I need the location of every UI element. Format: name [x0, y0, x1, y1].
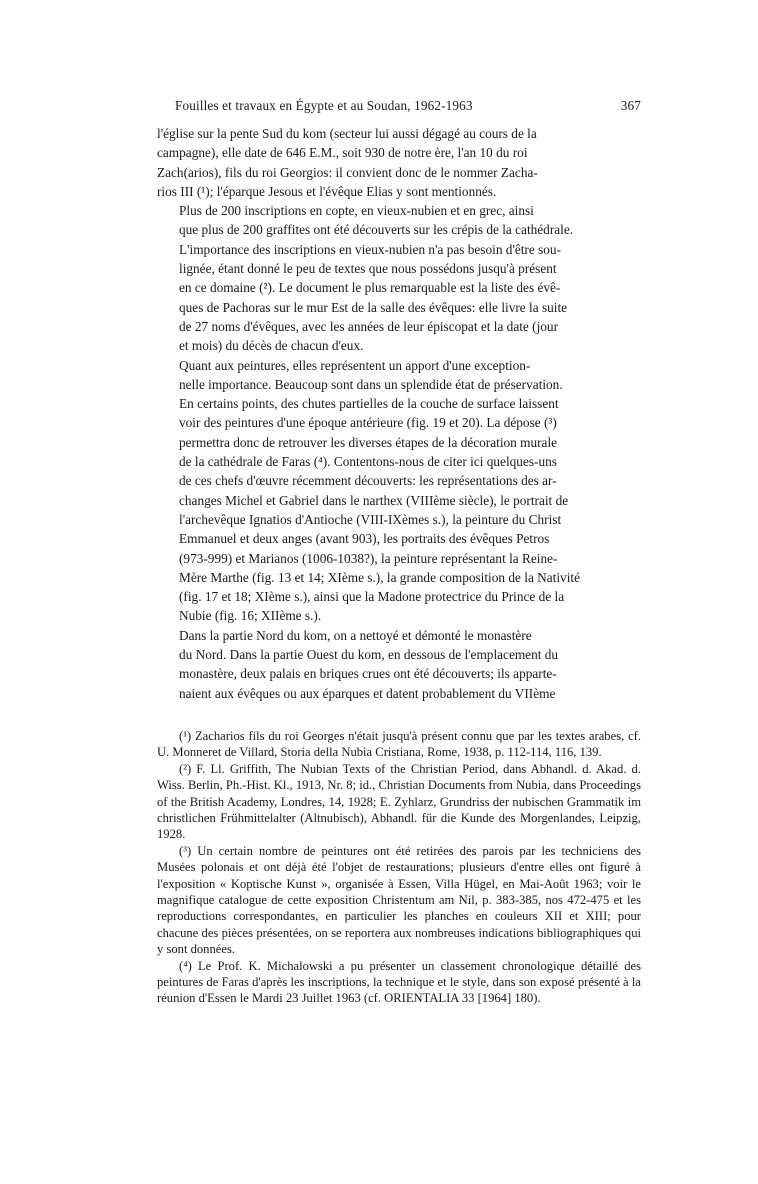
text-line: (973-999) et Marianos (1006-1038?), la peinture représentant la Reine- — [179, 550, 558, 566]
text-line: du Nord. Dans la partie Ouest du kom, en dessous de l'emplacement du — [179, 647, 559, 663]
text-line: rios III (¹); l'éparque Jesous et l'évêque Elias y sont mentionnés. — [157, 183, 497, 199]
text-line: changes Michel et Gabriel dans le narthex (VIIIème siècle), le portrait de — [179, 492, 569, 508]
running-head — [157, 98, 641, 120]
paragraph-2 — [157, 201, 641, 355]
footnote-1: (¹) Zacharios fils du roi Georges n'était jusqu'à présent connu que par les textes arabes, cf. U. Monneret de Villard, Storia della Nubia Cristiana, Rome, 1938, p. 112-114, 116, 139. — [157, 728, 641, 760]
text-line: naient aux évêques ou aux éparques et datent probablement du VIIème — [179, 685, 556, 701]
text-line: (fig. 17 et 18; XIème s.), ainsi que la Madone protectrice du Prince de la — [179, 589, 565, 605]
text-line: nelle importance. Beaucoup sont dans un splendide état de préservation. — [179, 376, 563, 392]
text-line: permettra donc de retrouver les diverses étapes de la décoration murale — [179, 434, 558, 450]
text-line: Dans la partie Nord du kom, on a nettoyé et démonté le monastère — [179, 627, 532, 643]
paragraph-4 — [157, 626, 641, 703]
text-line: de la cathédrale de Faras (⁴). Contentons-nous de citer ici quelques-uns — [179, 454, 557, 470]
text-line: En certains points, des chutes partielles de la couche de surface laissent — [179, 396, 559, 412]
text-line: et mois) du décès de chacun d'eux. — [179, 338, 364, 354]
text-line: de ces chefs d'œuvre récemment découverts: les représentations des ar- — [179, 473, 557, 489]
text-line: l'archevêque Ignatios d'Antioche (VIII-IXèmes s.), la peinture du Christ — [179, 511, 562, 527]
text-line: de 27 noms d'évêques, avec les années de leur épiscopat et la date (jour — [179, 318, 558, 334]
text-line: L'importance des inscriptions en vieux-nubien n'a pas besoin d'être sou- — [179, 241, 561, 257]
text-line: Mère Marthe (fig. 13 et 14; XIème s.), la grande composition de la Nativité — [179, 569, 580, 585]
text-line: Nubie (fig. 16; XIIème s.). — [179, 608, 322, 624]
text-line: voir des peintures d'une époque antérieure (fig. 19 et 20). La dépose (³) — [179, 415, 557, 431]
text-line: en ce domaine (²). Le document le plus remarquable est la liste des évê- — [179, 280, 561, 296]
text-line: que plus de 200 graffites ont été découverts sur les crépis de la cathédrale. — [179, 222, 574, 238]
paragraph-3 — [157, 356, 641, 626]
document-page — [157, 98, 641, 1007]
footnote-4: (⁴) Le Prof. K. Michalowski a pu présenter un classement chronologique détaillé des peintures de Faras d'après les inscriptions, la technique et le style, dans son exposé présenté à la réunion d'Essen le Mardi 23 Juillet 1963 (cf. ORIENTALIA 33 [1964] 180). — [157, 958, 641, 1006]
text-line: campagne), elle date de 646 E.M., soit 930 de notre ère, l'an 10 du roi — [157, 145, 528, 161]
page-number: 367 — [620, 98, 641, 113]
body-text — [157, 124, 641, 703]
footnote-3: (³) Un certain nombre de peintures ont été retirées des parois par les techniciens des Musées polonais et ont déjà été l'objet de restaurations; plusieurs d'entre elles ont figuré à l'exposition « Koptische Kunst », organisée à Essen, Villa Hügel, en Mai-Août 1963; voir le magnifique catalogue de cette exposition Christentum am Nil, p. 383-385, nos 472-475 et les reproductions correspondantes, en particulier les planches en couleurs XII et XIII; pour chacune des pièces présentées, on se reportera aux nombreuses indications bibliographiques qui y sont données. — [157, 843, 641, 957]
text-line: Quant aux peintures, elles représentent un apport d'une exception- — [179, 357, 531, 373]
footnotes — [157, 728, 641, 1007]
text-line: monastère, deux palais en briques crues ont été découverts; ils apparte- — [179, 666, 557, 682]
text-line: Emmanuel et deux anges (avant 903), les portraits des évêques Petros — [179, 531, 550, 547]
text-line: lignée, étant donné le peu de textes que nous possédons jusqu'à présent — [179, 261, 557, 277]
running-title: Fouilles et travaux en Égypte et au Soudan, 1962-1963 — [175, 98, 473, 113]
text-line: l'église sur la pente Sud du kom (secteur lui aussi dégagé au cours de la — [157, 126, 537, 141]
paragraph-1 — [157, 124, 641, 201]
footnote-2: (²) F. Ll. Griffith, The Nubian Texts of the Christian Period, dans Abhandl. d. Akad. d. Wiss. Berlin, Ph.-Hist. Kl., 1913, Nr. 8; id., Christian Documents from Nubia, dans Proceedings of the British Academy, Londres, 14, 1928; E. Zyhlarz, Grundriss der nubischen Grammatik im christlichen Frühmittelalter (Altnubisch), Abhandl. für die Kunde des Morgenlandes, Leipzig, 1928. — [157, 761, 641, 842]
text-line: ques de Pachoras sur le mur Est de la salle des évêques: elle livre la suite — [179, 299, 568, 315]
text-line: Zach(arios), fils du roi Georgios: il convient donc de le nommer Zacha- — [157, 164, 538, 180]
text-line: Plus de 200 inscriptions en copte, en vieux-nubien et en grec, ainsi — [179, 203, 534, 219]
